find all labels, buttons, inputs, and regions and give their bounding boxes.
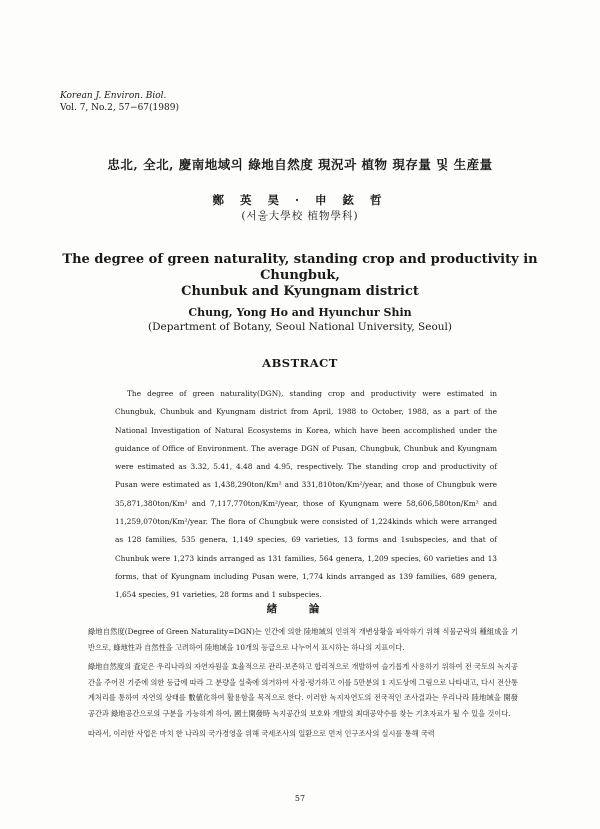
abstract-heading: ABSTRACT — [262, 356, 338, 370]
korean-affiliation: (서울大學校 植物學科) — [241, 210, 359, 222]
english-title-line1: The degree of green naturality, standing crop and productivity in Chungbuk, — [62, 252, 538, 283]
english-affiliation: (Department of Botany, Seoul National University, Seoul) — [148, 321, 452, 333]
abstract-text: The degree of green naturality(DGN), standing crop and productivity were estimated in Chungbuk, Chunbuk and Kyungnam district from April, 1988 to October, 1988, as a part of the National Investigation of Natural Ecosystems in Korea, which have been accomplished under the guidance of Office of Environment. The average DGN of Pusan, Chungbuk, Chunbuk and Kyungnam were estimated as 3.32, 5.41, 4.48 and 4.95, respectively. The standing crop and productivity of Pusan were estimated as 1,438,290ton/Km² and 331,810ton/Km²/year, and those of Chungbuk were 35,871,380ton/Km² and 7,117,770ton/Km²/year, those of Kyungnam were 58,606,580ton/Km² and 11,259,070ton/Km²/year. The flora of Chungbuk were consisted of 1,224kinds which were arranged as 128 families, 535 genera, 1,149 species, 69 varieties, 13 forms and 1subspecies, and that of Chunbuk were 1,273 kinds arranged as 131 families, 564 genera, 1,209 species, 60 varieties and 13 forms, that of Kyungnam including Pusan were, 1,774 kinds arranged as 139 families, 689 genera, 1,654 species, 91 varieties, 28 forms and 1 subspecies. — [115, 389, 497, 600]
korean-authors: 鄭 英 昊 · 申 鉉 哲 — [212, 193, 388, 207]
body-paragraph: 따라서, 이러한 사업은 마치 한 나라의 국가경영을 위해 국세조사의 일환으로 먼저 인구조사의 실시를 통해 국력 — [88, 728, 435, 738]
journal-name: Korean J. Environ. Biol. — [60, 91, 167, 101]
korean-title: 忠北, 全北, 慶南地域의 綠地自然度 現況과 植物 現存量 및 生産量 — [107, 157, 493, 172]
introduction-body — [88, 624, 518, 745]
english-authors: Chung, Yong Ho and Hyunchur Shin — [188, 306, 412, 319]
english-title-line2: Chunbuk and Kyungnam district — [181, 284, 419, 299]
body-paragraph: 綠地自然度의 査定은 우리나라의 자연자원을 효율적으로 관리·보존하고 합리적으로 개발하여 슬기롭게 사용하기 위하여 전 국토의 녹지공간을 주어진 기준에 의한 등급에 따라 그 분량을 실축에 의거하여 사정·평가하고 이를 5만분의 1 지도상에 그림으로 나타내고, 다시 전산통계처리를 통하여 자연의 상태를 數値化하여 활용함을 목적으로 한다. 이러한 녹지자연도의 전국적인 조사결과는 우리나라 陸地域을 開發공간과 綠地공간으로의 구분을 가능하게 하여, 國土開發時 녹지공간의 보호와 개발의 최대공약수를 찾는 기초자료가 될 수 있을 것이다. — [88, 662, 518, 718]
journal-citation — [60, 90, 179, 114]
introduction-heading: 緖 論 — [266, 603, 334, 615]
body-paragraph: 綠地自然度(Degree of Green Naturality=DGN)는 인간에 의한 陸地域의 인위적 개변상황을 파악하기 위해 식물군락의 種組成을 기반으로, 綠地性과 自然性을 고려하여 陸地域을 10개의 등급으로 나누어서 표시하는 하나의 지표이다. — [88, 627, 518, 652]
journal-volume: Vol. 7, No.2, 57−67(1989) — [60, 103, 179, 113]
page-number: 57 — [294, 794, 306, 803]
english-title — [60, 252, 540, 300]
